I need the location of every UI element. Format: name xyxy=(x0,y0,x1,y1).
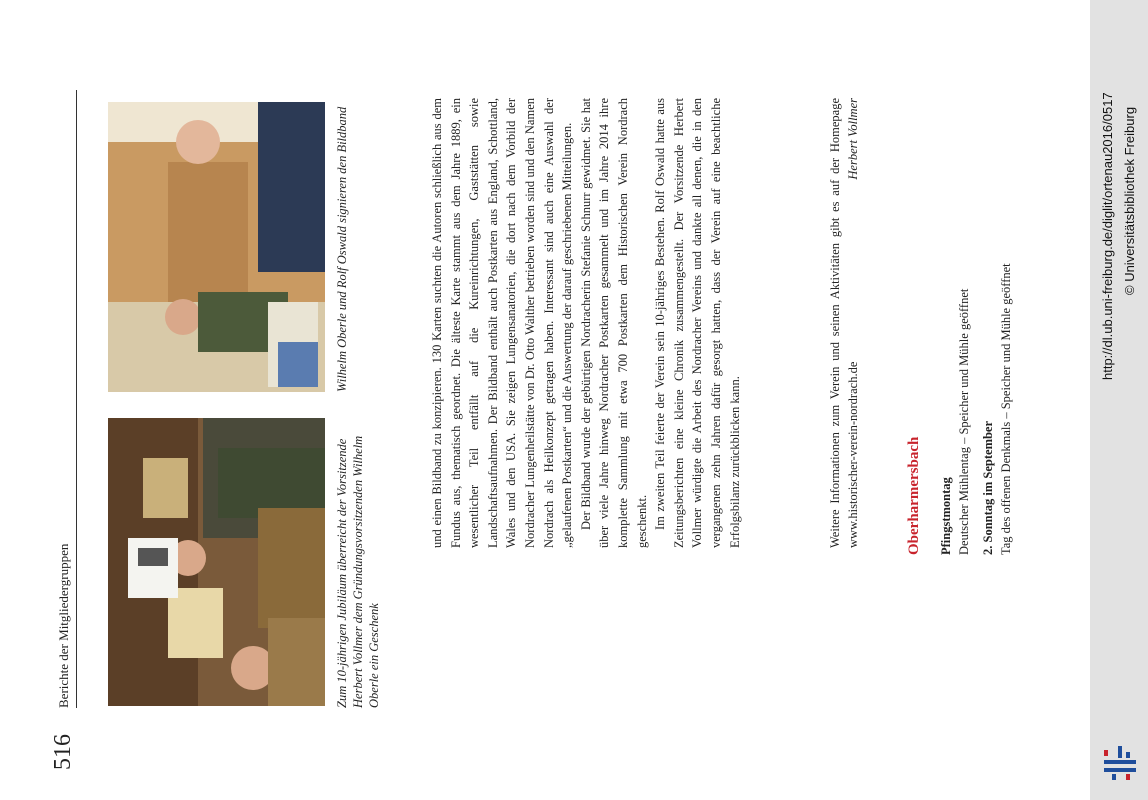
section-title: Oberharmersbach xyxy=(906,436,922,555)
photo-signing-image xyxy=(108,102,325,392)
source-url[interactable]: http://dl.ub.uni-freiburg.de/diglit/ortenau2016/0517 xyxy=(1100,92,1115,380)
section-oberharmersbach xyxy=(905,135,1055,555)
library-logo-icon xyxy=(1100,742,1140,782)
contact-paragraph xyxy=(826,98,886,548)
body-paragraph: Im zweiten Teil feierte der Verein sein 10-jähriges Bestehen. Rolf Oswald hatte aus Zeitungsberichten eine kleine Chronik zusammengestellt. Der Vorsitzende Herbert Vollmer würdigte die Arbeit des Nordracher Vereins und dankte all denen, die in den vergangenen zehn Jahren dafür gesorgt hatten, dass der Verein auf eine beachtliche Erfolgsbilanz zurückblicken kann. xyxy=(653,98,742,548)
event-item xyxy=(979,135,1015,555)
body-paragraph: und einen Bildband zu konzipieren. 130 Karten suchten die Autoren schließlich aus dem Fundus aus, thematisch geordnet. Die älteste Karte stammt aus dem Jahre 1889, ein wesentlicher Teil entfällt auf die Kureinrichtungen, Gaststätten sowie Landschaftsaufnahmen. Der Bildband enthält auch Postkarten aus England, Schottland, Wales und den USA. Sie zeigen Lungensanatorien, die dort nach dem Vorbild der Nordracher Lungenheilstätte von Dr. Otto Walther betrieben worden sind und den Namen Nordrach als Heilkonzept getragen haben. Interessant sind auch eine Auswahl der „gelaufenen Postkarten“ und die Auswertung der darauf geschriebenen Mitteilungen. xyxy=(430,98,575,548)
homepage-text: Weitere Informationen zum Verein und seinen Aktivitäten gibt es auf der Homepage www.historischer-verein-nordrach.de xyxy=(828,98,860,548)
running-head: Berichte der Mitgliedergruppen xyxy=(56,543,71,708)
author-signature: Herbert Vollmer xyxy=(846,98,860,180)
page-header xyxy=(50,90,90,770)
caption-signing: Wilhelm Oberle und Rolf Oswald signieren den Bildband xyxy=(335,106,349,392)
photo-jubilee-gift xyxy=(108,418,325,706)
article-body xyxy=(428,98,808,548)
page-number: 516 xyxy=(50,734,76,770)
event-description: Deutscher Mühlentag – Speicher und Mühle geöffnet xyxy=(957,288,971,555)
event-title: Pfingstmontag xyxy=(939,477,953,555)
event-description: Tag des offenen Denkmals – Speicher und Mühle geöffnet xyxy=(999,263,1013,555)
event-title: 2. Sonntag im September xyxy=(981,420,995,555)
header-rule xyxy=(76,90,77,708)
copyright-notice: © Universitätsbibliothek Freiburg xyxy=(1122,106,1137,295)
event-item xyxy=(937,135,973,555)
body-paragraph: Der Bildband wurde der gebürtigen Nordracherin Stefanie Schnurr gewidmet. Sie hat über viele Jahre hinweg Nordracher Postkarten gesammelt und im Jahre 2014 ihre komplette Sammlung mit etwa 700 Postkarten dem Historischen Verein Nordrach geschenkt. xyxy=(578,98,649,548)
photo-signing xyxy=(108,102,325,392)
photo-jubilee-gift-image xyxy=(108,418,325,706)
library-sidebar xyxy=(1090,0,1148,800)
caption-jubilee-gift: Zum 10-jährigen Jubiläum überreicht der Vorsitzende Herbert Vollmer dem Gründungsvorsitzenden Wilhelm Oberle ein Geschenk xyxy=(335,435,381,708)
